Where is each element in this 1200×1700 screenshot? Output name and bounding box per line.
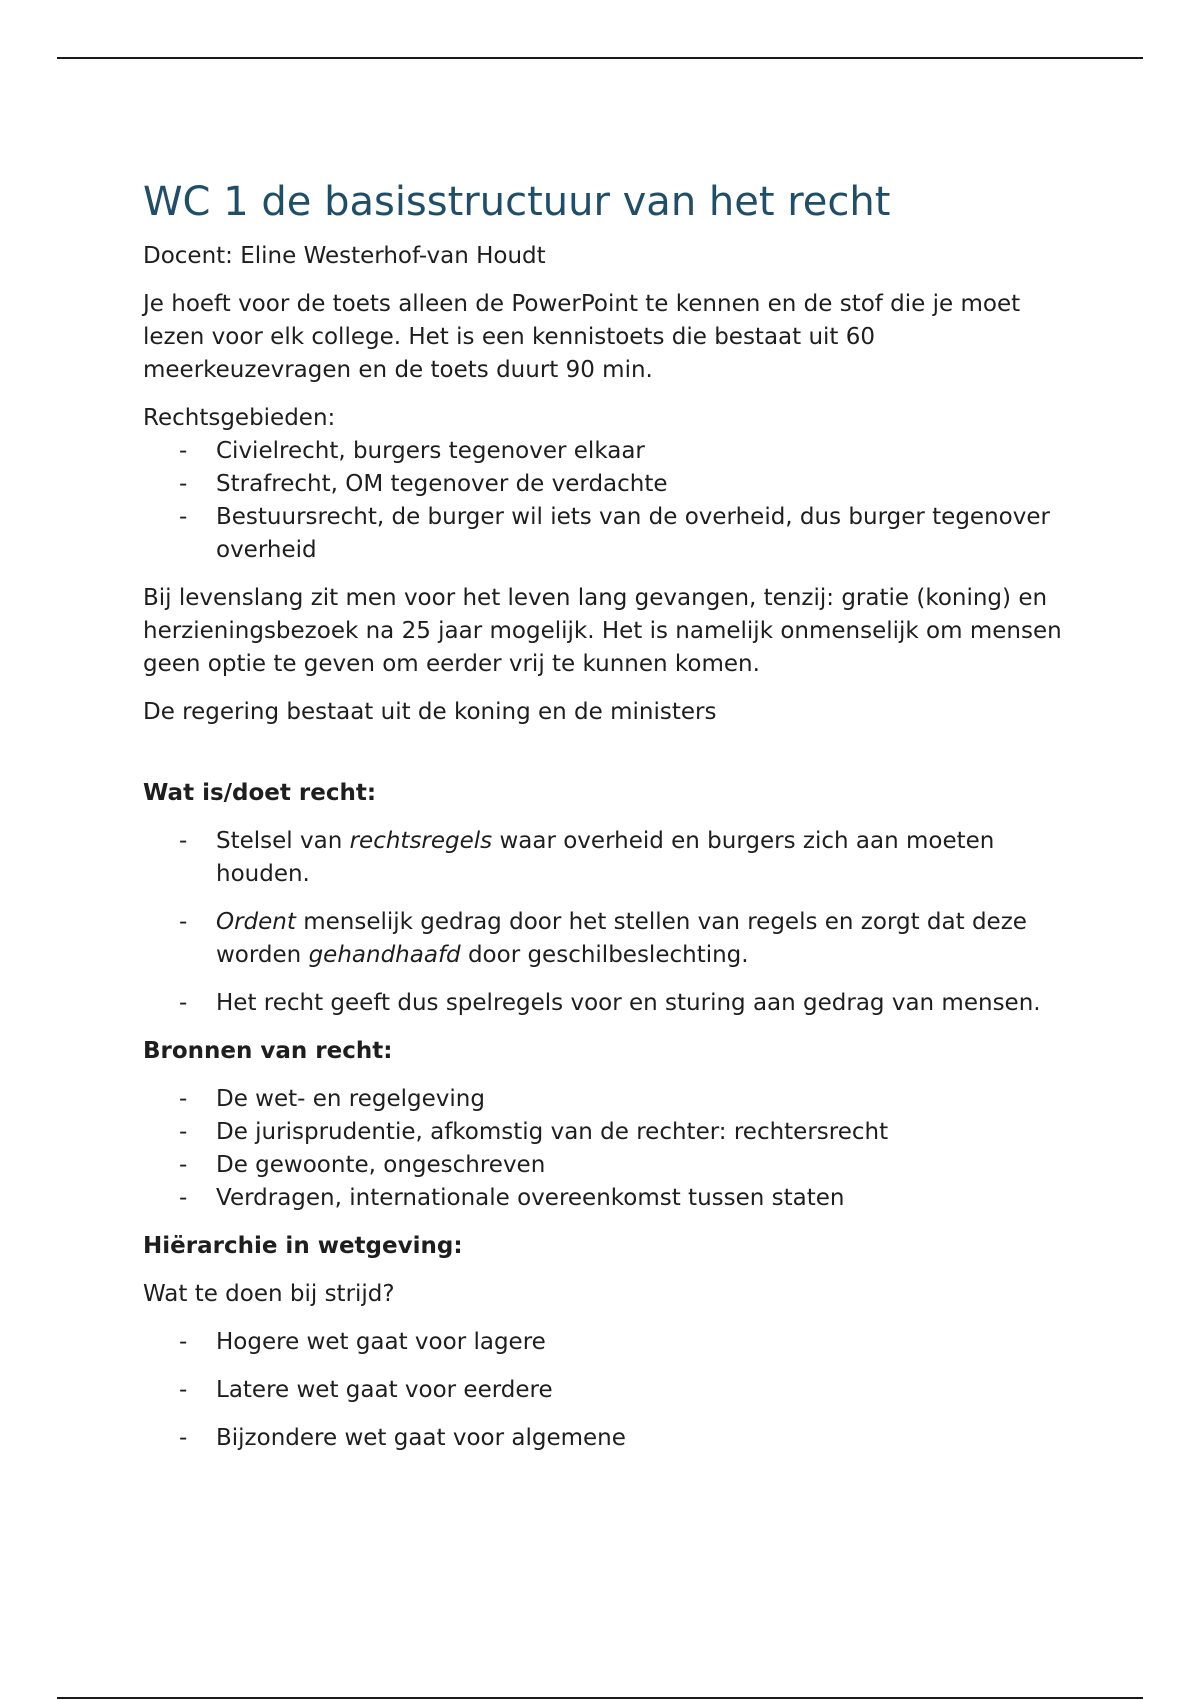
dash-bullet-icon: - [179, 1086, 188, 1112]
list-item: - Het recht geeft dus spelregels voor en sturing aan gedrag van mensen. [143, 987, 1063, 1020]
wat-is-recht-list [143, 825, 1063, 1020]
list-item: - Civielrecht, burgers tegenover elkaar [143, 435, 1063, 468]
list-item: - Verdragen, internationale overeenkomst tussen staten [143, 1182, 1063, 1215]
dash-bullet-icon: - [179, 471, 188, 497]
dash-bullet-icon: - [179, 1377, 188, 1403]
list-item: - Ordent menselijk gedrag door het stellen van regels en zorgt dat deze worden gehandhaafd door geschilbeslechting. [143, 906, 1063, 972]
hierarchie-question: Wat te doen bij strijd? [143, 1281, 395, 1307]
list-item: - De wet- en regelgeving [143, 1083, 1063, 1116]
dash-bullet-icon: - [179, 1425, 188, 1451]
header-rule [57, 57, 1143, 59]
list-item: - Strafrecht, OM tegenover de verdachte [143, 468, 1063, 501]
document-body [143, 174, 1063, 1470]
section-heading-bronnen: Bronnen van recht: [143, 1038, 393, 1064]
regering-paragraph: De regering bestaat uit de koning en de ministers [143, 699, 717, 725]
list-item: - Latere wet gaat voor eerdere [143, 1374, 1063, 1407]
list-item: - De gewoonte, ongeschreven [143, 1149, 1063, 1182]
levenslang-paragraph: Bij levenslang zit men voor het leven lang gevangen, tenzij: gratie (koning) en herzieningsbezoek na 25 jaar mogelijk. Het is namelijk onmenselijk om mensen geen optie te geven om eerder vrij te kunnen komen. [143, 585, 1062, 677]
list-item: - Bijzondere wet gaat voor algemene [143, 1422, 1063, 1455]
docent-line: Docent: Eline Westerhof-van Houdt [143, 243, 546, 269]
document-title: WC 1 de basisstructuur van het recht [143, 179, 891, 225]
rechtsgebieden-label: Rechtsgebieden: [143, 405, 336, 431]
dash-bullet-icon: - [179, 1329, 188, 1355]
list-item: - Hogere wet gaat voor lagere [143, 1326, 1063, 1359]
dash-bullet-icon: - [179, 504, 188, 530]
rechtsgebieden-list [143, 435, 1063, 567]
bronnen-list [143, 1083, 1063, 1215]
section-heading-hierarchie: Hiërarchie in wetgeving: [143, 1233, 463, 1259]
list-item: - Stelsel van rechtsregels waar overheid en burgers zich aan moeten houden. [143, 825, 1063, 891]
section-heading-wat-is-recht: Wat is/doet recht: [143, 780, 377, 806]
hierarchie-list [143, 1326, 1063, 1455]
dash-bullet-icon: - [179, 828, 188, 854]
list-item: - Bestuursrecht, de burger wil iets van de overheid, dus burger tegenover overheid [143, 501, 1063, 567]
dash-bullet-icon: - [179, 1119, 188, 1145]
spacer [143, 729, 1063, 777]
dash-bullet-icon: - [179, 1185, 188, 1211]
dash-bullet-icon: - [179, 990, 188, 1016]
footer-rule [57, 1697, 1143, 1699]
dash-bullet-icon: - [179, 438, 188, 464]
dash-bullet-icon: - [179, 909, 188, 935]
list-item: - De jurisprudentie, afkomstig van de rechter: rechtersrecht [143, 1116, 1063, 1149]
dash-bullet-icon: - [179, 1152, 188, 1178]
intro-paragraph: Je hoeft voor de toets alleen de PowerPoint te kennen en de stof die je moet lezen voor elk college. Het is een kennistoets die bestaat uit 60 meerkeuzevragen en de toets duurt 90 min. [143, 291, 1021, 383]
